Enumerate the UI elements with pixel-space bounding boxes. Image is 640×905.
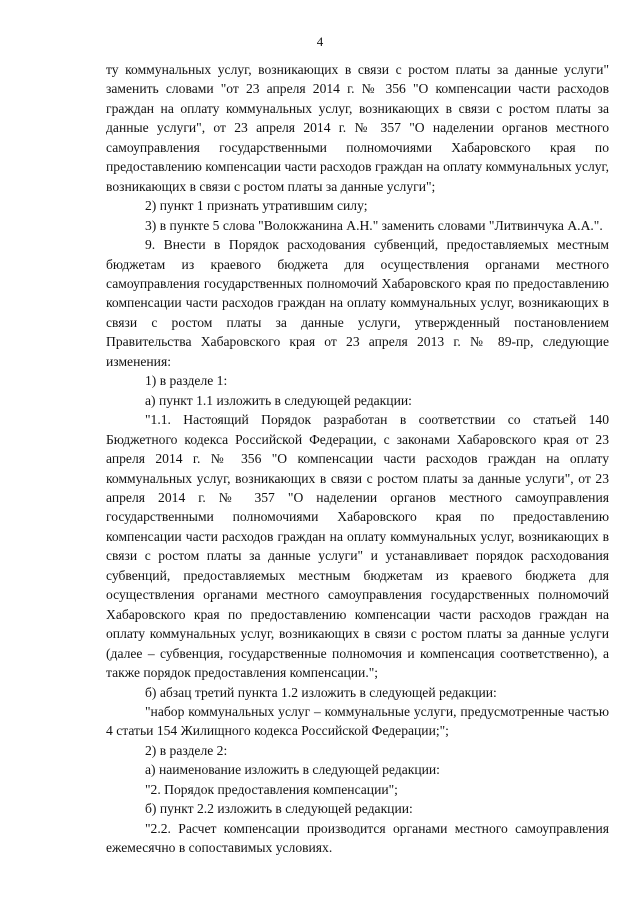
paragraph-point-1-1: а) пункт 1.1 изложить в следующей редакции: <box>145 392 412 408</box>
paragraph-clause-9: 9. Внести в Порядок расходования субвенций, предоставляемых местным бюджетам из краевого бюджета для осуществления органами местного самоуправления государственных полномочий Хабаровского края по предоставлению компенсации части расходов граждан на оплату коммунальных услуг, возникающих в связи с ростом платы за данные услуги, утвержденный постановлением Правительства Хабаровского края от 23 апреля 2013 г. № 89-пр, следующие изменения: <box>106 237 609 369</box>
paragraph-point-2-2: б) пункт 2.2 изложить в следующей редакции: <box>145 801 413 817</box>
paragraph-quote-2-2: "2.2. Расчет компенсации производится органами местного самоуправления ежемесячно в сопоставимых условиях. <box>106 820 609 856</box>
paragraph-quote-title: "2. Порядок предоставления компенсации"; <box>145 781 398 797</box>
paragraph-continuation: ту коммунальных услуг, возникающих в связи с ростом платы за данные услуги" заменить словами "от 23 апреля 2014 г. № 356 "О компенсации части расходов граждан на оплату коммунальных услуг, возникающих в связи с ростом платы за данные услуги", от 23 апреля 2014 г. № 357 "О наделении органов местного самоуправления государственными полномочиями Хабаровского края по предоставлению компенсации части расходов граждан на оплату коммунальных услуг, возникающих в связи с ростом платы за данные услуги"; <box>106 62 609 194</box>
paragraph-item-3: 3) в пункте 5 слова "Волокжанина А.Н." заменить словами "Литвинчука А.А.". <box>145 217 603 233</box>
paragraph-section-1: 1) в разделе 1: <box>145 373 228 389</box>
paragraph-title-change: а) наименование изложить в следующей редакции: <box>145 762 440 778</box>
paragraph-quote-1-1: "1.1. Настоящий Порядок разработан в соответствии со статьей 140 Бюджетного кодекса Российской Федерации, с законами Хабаровского края от 23 апреля 2014 г. № 356 "О компенсации части расходов граждан на оплату коммунальных услуг, возникающих в связи с ростом платы за данные услуги", от 23 апреля 2014 г. № 357 "О наделении органов местного самоуправления государственными полномочиями Хабаровского края по предоставлению компенсации части расходов граждан на оплату коммунальных услуг, возникающих в связи с ростом платы за данные услуги" и устанавливает порядок расходования субвенций, предоставляемых местным бюджетам из краевого бюджета для осуществления органами местного самоуправления государственных полномочий Хабаровского края по предоставлению компенсации части расходов граждан на оплату коммунальных услуг, возникающих в связи с ростом платы за данные услуги (далее – субвенция, государственные полномочия и компенсация соответственно), а также порядок предоставления компенсации."; <box>106 412 609 681</box>
document-body <box>106 60 609 858</box>
paragraph-section-2: 2) в разделе 2: <box>145 742 228 758</box>
paragraph-item-2: 2) пункт 1 признать утратившим силу; <box>145 198 368 214</box>
paragraph-point-1-2: б) абзац третий пункта 1.2 изложить в следующей редакции: <box>145 684 497 700</box>
page-number: 4 <box>316 34 324 49</box>
paragraph-quote-1-2: "набор коммунальных услуг – коммунальные услуги, предусмотренные частью 4 статьи 154 Жилищного кодекса Российской Федерации;"; <box>106 703 609 739</box>
